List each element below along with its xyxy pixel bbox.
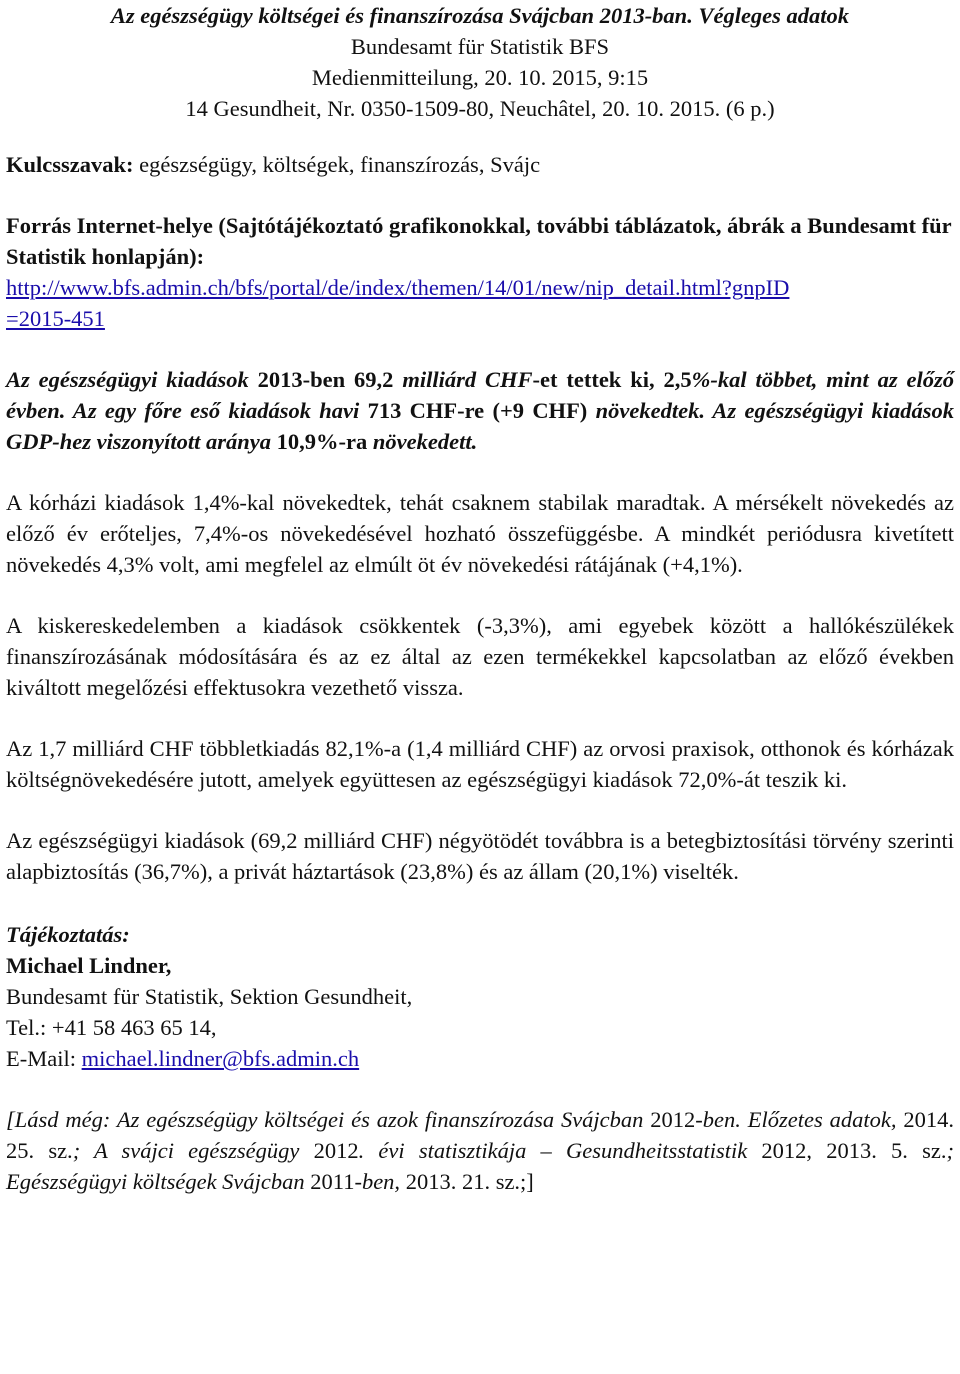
see-also-text: 2014. 25. sz. bbox=[6, 1107, 954, 1163]
document-title: Az egészségügy költségei és finanszírozása Svájcban 2013-ban. Végleges adatok bbox=[110, 3, 850, 28]
body-paragraph-2: A kiskereskedelemben a kiadások csökkentek (-3,3%), ami egyebek között a hallókészülékek finanszírozásának módosítására és az ez által az ezen termékekkel kapcsolatban az előző években kiváltott megelőzési effektusokra vezethető vissza. bbox=[6, 613, 954, 700]
lead-text: -et tettek ki, 2,5 bbox=[532, 367, 692, 392]
see-also-text: -ben. Előzetes adatok, bbox=[695, 1107, 904, 1132]
lead-text: Az egészségügyi kiadások bbox=[6, 367, 258, 392]
contact-label: Tájékoztatás: bbox=[6, 922, 130, 947]
lead-paragraph bbox=[6, 364, 954, 457]
see-also-text: 2012, 2013. 5. sz. bbox=[761, 1138, 947, 1163]
keywords-label: Kulcsszavak: bbox=[6, 152, 134, 177]
lead-text: %-kal többet, mint az előző évben. Az egy főre eső kiadások havi bbox=[6, 367, 955, 423]
see-also-text: 2012 bbox=[650, 1107, 696, 1132]
lead-text: 713 CHF-re (+9 CHF) bbox=[367, 398, 588, 423]
see-also-text: 2011 bbox=[310, 1169, 355, 1194]
source-link-cont[interactable]: =2015-451 bbox=[6, 306, 105, 331]
see-also-text: -ben, bbox=[354, 1169, 406, 1194]
contact-email-line bbox=[6, 1043, 954, 1074]
lead-text: 10,9%-ra bbox=[276, 429, 368, 454]
contact-block bbox=[6, 919, 954, 1074]
see-also-text: [Lásd még: Az egészségügy költségei és azok finanszírozása Svájcban bbox=[6, 1107, 651, 1132]
release-line: Medienmitteilung, 20. 10. 2015, 9:15 bbox=[311, 65, 649, 90]
publisher-line: Bundesamt für Statistik BFS bbox=[350, 34, 610, 59]
see-also-text: ; Egészségügyi költségek Svájcban bbox=[6, 1138, 954, 1194]
email-label: E-Mail: bbox=[6, 1046, 82, 1071]
source-label: Forrás Internet-helye (Sajtótájékoztató grafikonokkal, további táblázatok, ábrák a Bundesamt für Statistik honlapján): bbox=[6, 213, 952, 269]
lead-text: növekedtek. Az egészségügyi kiadások GDP-hez viszonyított aránya bbox=[6, 398, 954, 454]
contact-org: Bundesamt für Statistik, Sektion Gesundheit, bbox=[6, 984, 413, 1009]
body-paragraph-4: Az egészségügyi kiadások (69,2 milliárd CHF) négyötödét továbbra is a betegbiztosítási törvény szerinti alapbiztosítás (36,7%), a privát háztartások (23,8%) és az állam (20,1%) viselték. bbox=[6, 828, 954, 884]
see-also-text: . évi statisztikája – Gesundheitsstatistik bbox=[358, 1138, 762, 1163]
lead-text: CHF bbox=[484, 367, 533, 392]
source-link[interactable]: http://www.bfs.admin.ch/bfs/portal/de/index/themen/14/01/new/nip_detail.html?gnpID bbox=[6, 275, 790, 300]
contact-name: Michael Lindner, bbox=[6, 953, 172, 978]
lead-text: milliárd bbox=[402, 367, 485, 392]
reference-line: 14 Gesundheit, Nr. 0350-1509-80, Neuchâtel, 20. 10. 2015. (6 p.) bbox=[185, 96, 775, 121]
body-paragraph-3: Az 1,7 milliárd CHF többletkiadás 82,1%-a (1,4 milliárd CHF) az orvosi praxisok, otthonok és kórházak költségnövekedésére jutott, amelyek együttesen az egészségügyi kiadások 72,0%-át teszik ki. bbox=[6, 736, 954, 792]
see-also-text: ; A svájci egészségügy bbox=[72, 1138, 314, 1163]
see-also-text: 2012 bbox=[313, 1138, 359, 1163]
lead-text: -ben 69,2 bbox=[302, 367, 403, 392]
body-paragraph-1: A kórházi kiadások 1,4%-kal növekedtek, tehát csaknem stabilak maradtak. A mérsékelt növekedés az előző év erőteljes, 7,4%-os növekedésével hozható összefüggésbe. A mindkét periódusra kivetített növekedés 4,3% volt, ami megfelel az elmúlt öt év növekedési rátájának (+4,1%). bbox=[6, 490, 954, 577]
see-also bbox=[6, 1104, 954, 1197]
contact-tel: Tel.: +41 58 463 65 14, bbox=[6, 1015, 217, 1040]
keywords-text: egészségügy, költségek, finanszírozás, Svájc bbox=[133, 152, 541, 177]
document-header bbox=[6, 0, 954, 124]
source-section bbox=[6, 210, 954, 334]
see-also-text: 2013. 21. sz.;] bbox=[405, 1169, 534, 1194]
email-link[interactable]: michael.lindner@bfs.admin.ch bbox=[81, 1046, 360, 1071]
keywords bbox=[6, 149, 954, 180]
lead-text: 2013 bbox=[257, 367, 303, 392]
lead-text: növekedett. bbox=[367, 429, 478, 454]
